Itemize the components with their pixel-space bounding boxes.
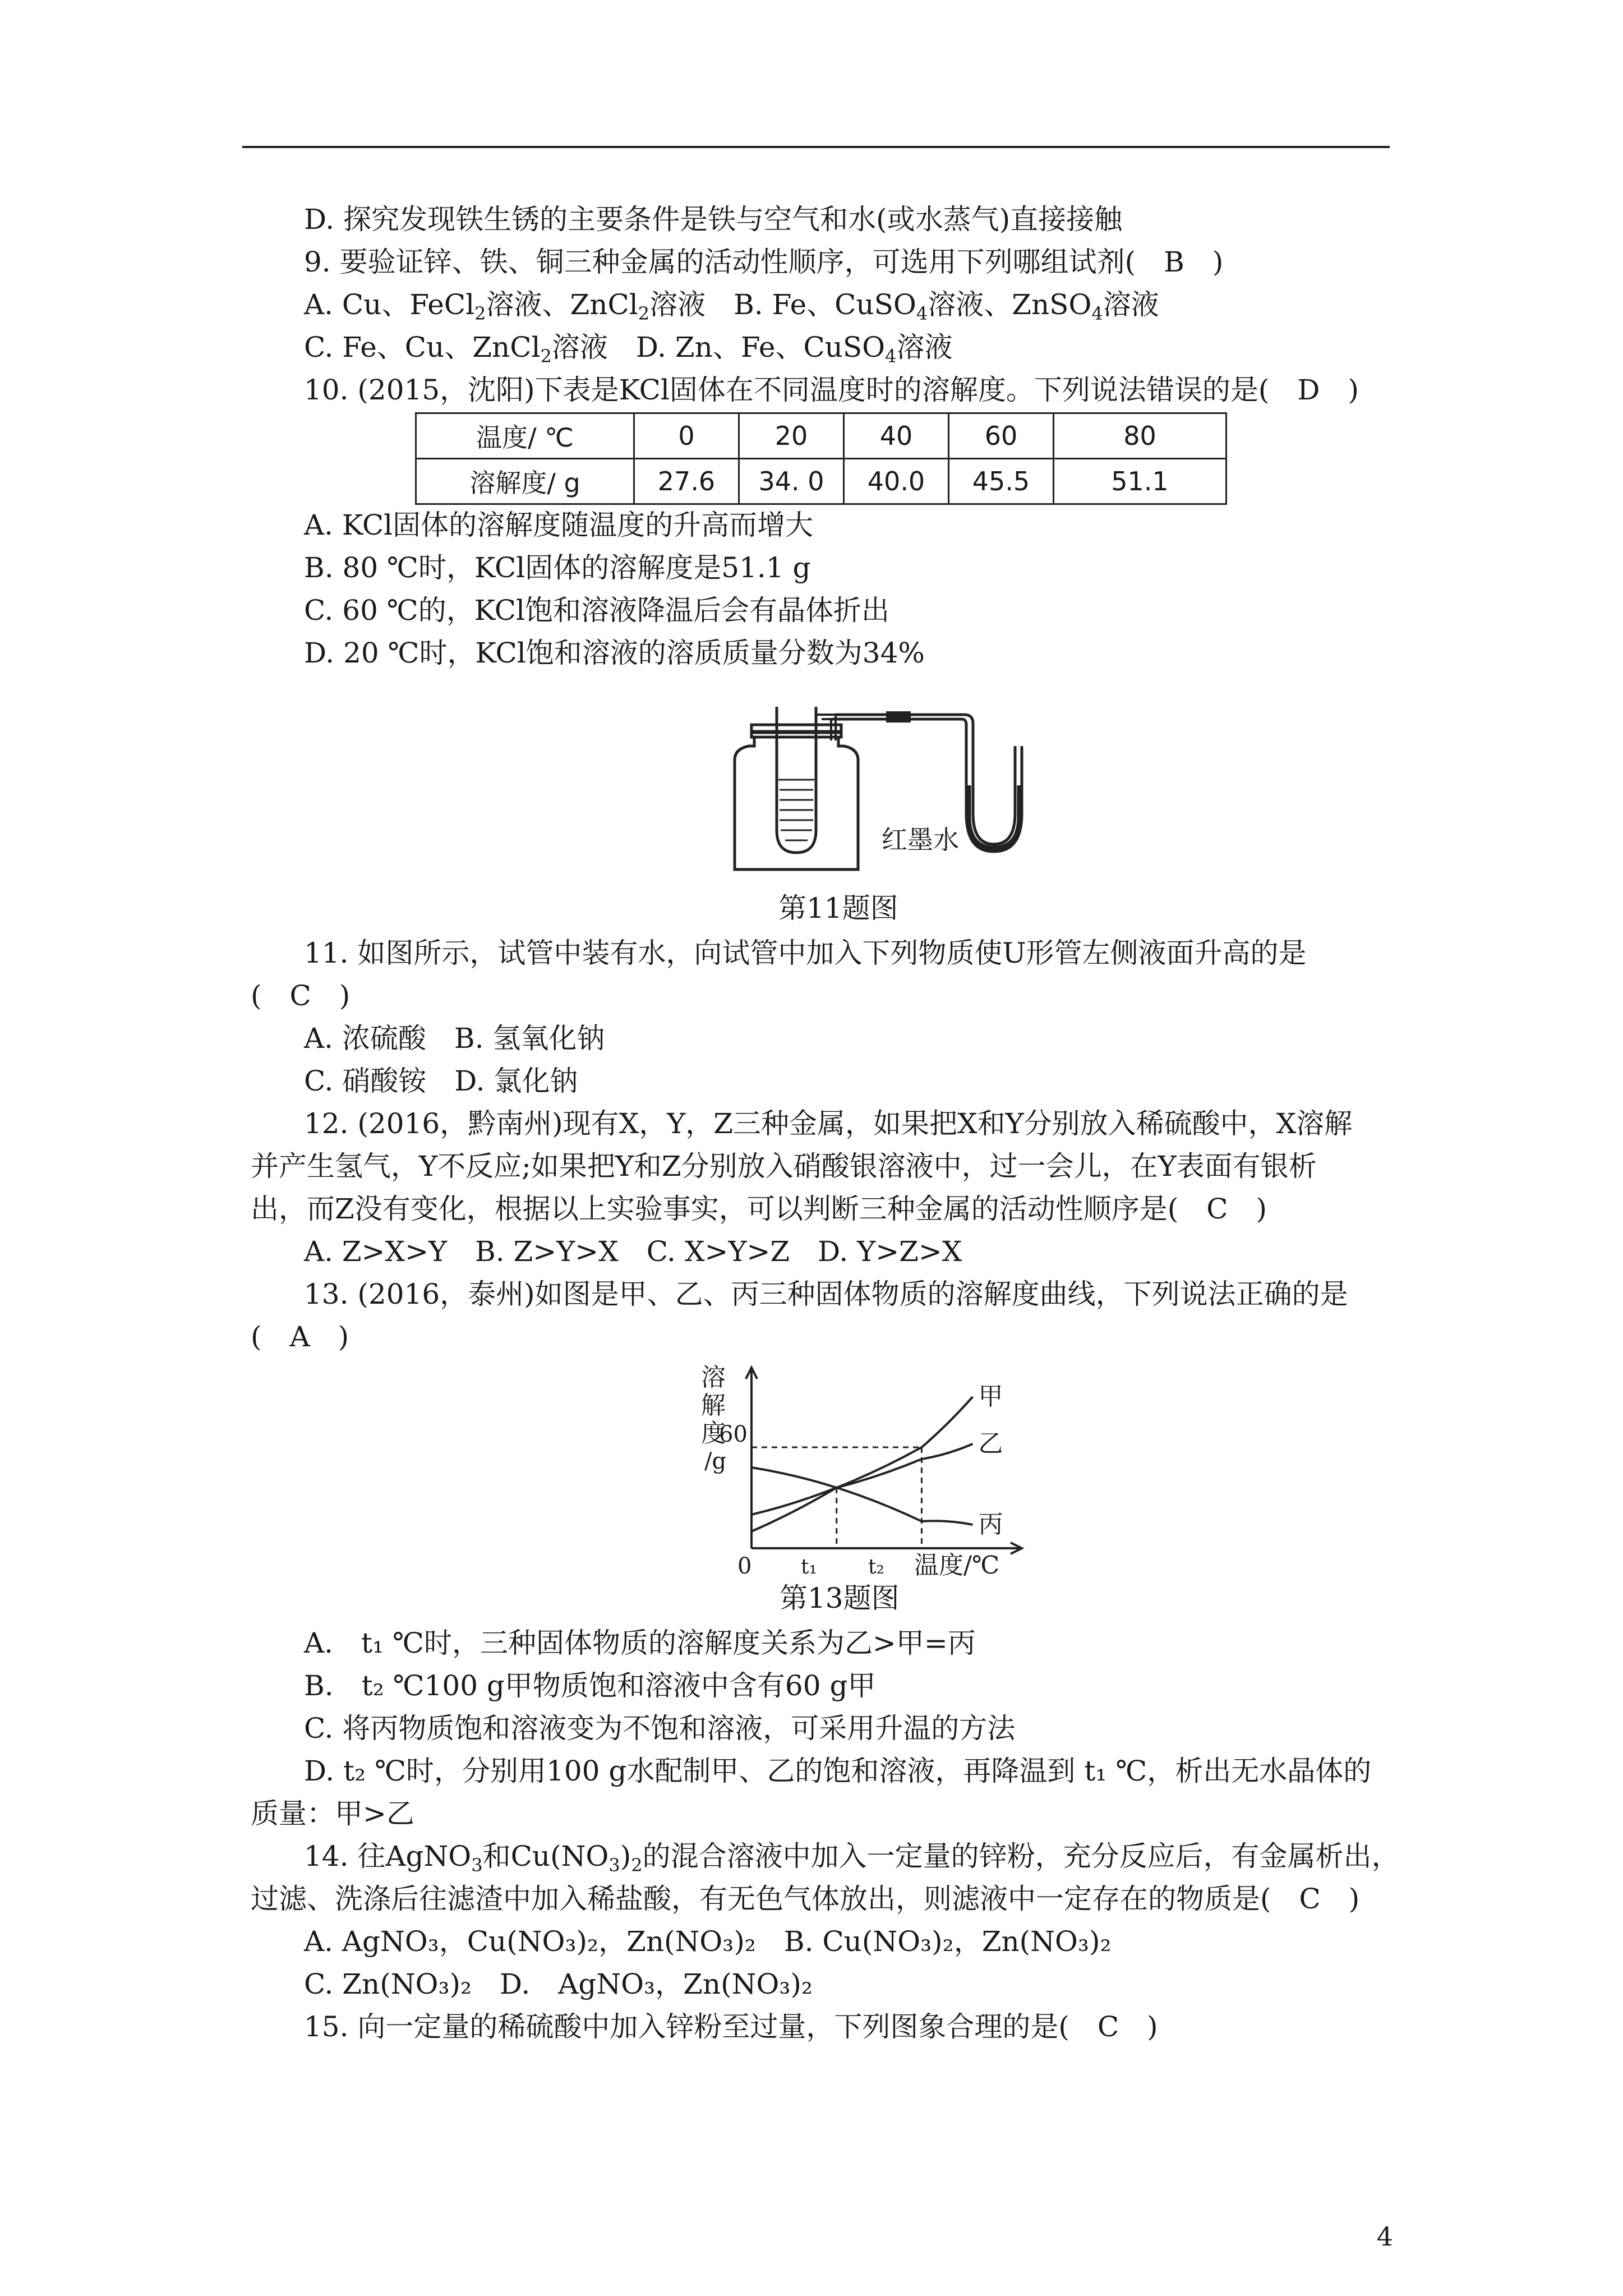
x-axis-label: 温度/℃ xyxy=(914,1551,1000,1576)
q12-options: A. Z>X>Y B. Z>Y>X C. X>Y>Z D. Y>Z>X xyxy=(304,1235,962,1268)
table-cell: 51.1 xyxy=(1054,459,1227,504)
q8-option-d: D. 探究发现铁生锈的主要条件是铁与空气和水(或水蒸气)直接接触 xyxy=(304,203,1123,236)
q10-option-c: C. 60 ℃的，KCl饱和溶液降温后会有晶体折出 xyxy=(304,594,889,627)
red-ink-column xyxy=(969,785,1020,848)
figure-13-solubility-chart xyxy=(684,1363,1043,1576)
question-9: 9. 要验证锌、铁、铜三种金属的活动性顺序，可选用下列哪组试剂( B ) xyxy=(304,246,1224,278)
y-axis-label-line4: /g xyxy=(704,1448,727,1474)
question-12-line3: 出，而Z没有变化，根据以上实验事实，可以判断三种金属的活动性顺序是( C ) xyxy=(251,1193,1267,1225)
y-axis-label-line2: 解 xyxy=(701,1391,726,1420)
table-cell: 0 xyxy=(634,413,739,459)
q10-option-b: B. 80 ℃时，KCl固体的溶解度是51.1 g xyxy=(304,551,811,584)
table-cell: 温度/ ℃ xyxy=(416,413,634,459)
table-cell: 80 xyxy=(1054,413,1227,459)
q13-option-b: B. t₂ ℃100 g甲物质饱和溶液中含有60 g甲 xyxy=(304,1669,876,1702)
table-cell: 34. 0 xyxy=(739,459,844,504)
table-cell: 20 xyxy=(739,413,844,459)
question-10: 10. (2015，沈阳)下表是KCl固体在不同温度时的溶解度。下列说法错误的是( D ) xyxy=(304,374,1359,406)
y-axis-label-line3: 度 xyxy=(701,1419,726,1448)
rubber-connector xyxy=(886,711,911,723)
figure-11-label: 红墨水 xyxy=(882,825,959,855)
question-15: 15. 向一定量的稀硫酸中加入锌粉至过量，下列图象合理的是( C ) xyxy=(304,2010,1158,2043)
q10-option-d: D. 20 ℃时，KCl饱和溶液的溶质质量分数为34% xyxy=(304,637,925,669)
figure-11-apparatus xyxy=(723,701,1026,881)
y-tick-label: 60 xyxy=(719,1421,748,1447)
question-13-line1: 13. (2016，泰州)如图是甲、乙、丙三种固体物质的溶解度曲线，下列说法正确的是 xyxy=(304,1278,1348,1310)
q14-options-cd: C. Zn(NO₃)₂ D. AgNO₃，Zn(NO₃)₂ xyxy=(304,1968,813,2000)
table-row xyxy=(416,459,1227,504)
q13-option-d-line2: 质量：甲>乙 xyxy=(251,1797,414,1830)
series-label: 乙 xyxy=(978,1429,1003,1458)
q9-options-ab: A. Cu、FeCl$_2$溶液、ZnCl$_2$溶液 B. Fe、CuSO$_4$溶液、ZnSO$_4$溶液 xyxy=(304,288,1159,324)
q14-options-ab: A. AgNO₃，Cu(NO₃)₂，Zn(NO₃)₂ B. Cu(NO₃)₂，Zn(NO₃)₂ xyxy=(304,1925,1112,1958)
question-14-line1: 14. 往AgNO$_3$和$Cu(NO_3)_2$的混合溶液中加入一定量的锌粉，充分反应后，有金属析出， xyxy=(304,1840,1400,1876)
header-rule xyxy=(242,146,1390,148)
x-tick-label: t₁ xyxy=(801,1556,817,1576)
q10-option-a: A. KCl固体的溶解度随温度的升高而增大 xyxy=(304,509,814,541)
table-cell: 60 xyxy=(949,413,1054,459)
curve-乙 xyxy=(751,1444,972,1515)
kcl-solubility-table xyxy=(415,412,1227,505)
table-row xyxy=(416,413,1227,459)
q13-option-d-line1: D. t₂ ℃时，分别用100 g水配制甲、乙的饱和溶液，再降温到 t₁ ℃，析出无水晶体的 xyxy=(304,1755,1372,1787)
figure-11-caption: 第11题图 xyxy=(778,892,898,924)
origin-label: 0 xyxy=(737,1553,752,1576)
question-12-line1: 12. (2016，黔南州)现有X，Y，Z三种金属，如果把X和Y分别放入稀硫酸中，X溶解 xyxy=(304,1107,1353,1140)
page-number: 4 xyxy=(1376,2221,1393,2252)
table-cell: 27.6 xyxy=(634,459,739,504)
q13-option-c: C. 将丙物质饱和溶液变为不饱和溶液，可采用升温的方法 xyxy=(304,1712,1016,1745)
curve-甲 xyxy=(751,1397,972,1531)
question-14-line2: 过滤、洗涤后往滤渣中加入稀盐酸，有无色气体放出，则滤液中一定存在的物质是( C ) xyxy=(251,1883,1360,1915)
question-11-answer: ( C ) xyxy=(251,979,351,1012)
figure-13-caption: 第13题图 xyxy=(780,1582,900,1614)
table-cell: 40.0 xyxy=(844,459,949,504)
series-label: 丙 xyxy=(978,1510,1003,1539)
question-13-answer: ( A ) xyxy=(251,1320,349,1353)
q11-options-cd: C. 硝酸铵 D. 氯化钠 xyxy=(304,1065,578,1097)
q13-option-a: A. t₁ ℃时，三种固体物质的溶解度关系为乙>甲=丙 xyxy=(304,1627,976,1659)
y-axis-label-line1: 溶 xyxy=(701,1363,726,1392)
question-11-line1: 11. 如图所示，试管中装有水，向试管中加入下列物质使U形管左侧液面升高的是 xyxy=(304,937,1307,969)
q9-options-cd: C. Fe、Cu、ZnCl$_2$溶液 D. Zn、Fe、CuSO$_4$溶液 xyxy=(304,331,953,367)
series-label: 甲 xyxy=(978,1382,1003,1411)
table-cell: 45.5 xyxy=(949,459,1054,504)
table-cell: 40 xyxy=(844,413,949,459)
table-cell: 溶解度/ g xyxy=(416,459,634,504)
q11-options-ab: A. 浓硫酸 B. 氢氧化钠 xyxy=(304,1022,605,1055)
x-tick-label: t₂ xyxy=(868,1556,884,1576)
question-12-line2: 并产生氢气，Y不反应;如果把Y和Z分别放入硝酸银溶液中，过一会儿，在Y表面有银析 xyxy=(251,1150,1317,1182)
